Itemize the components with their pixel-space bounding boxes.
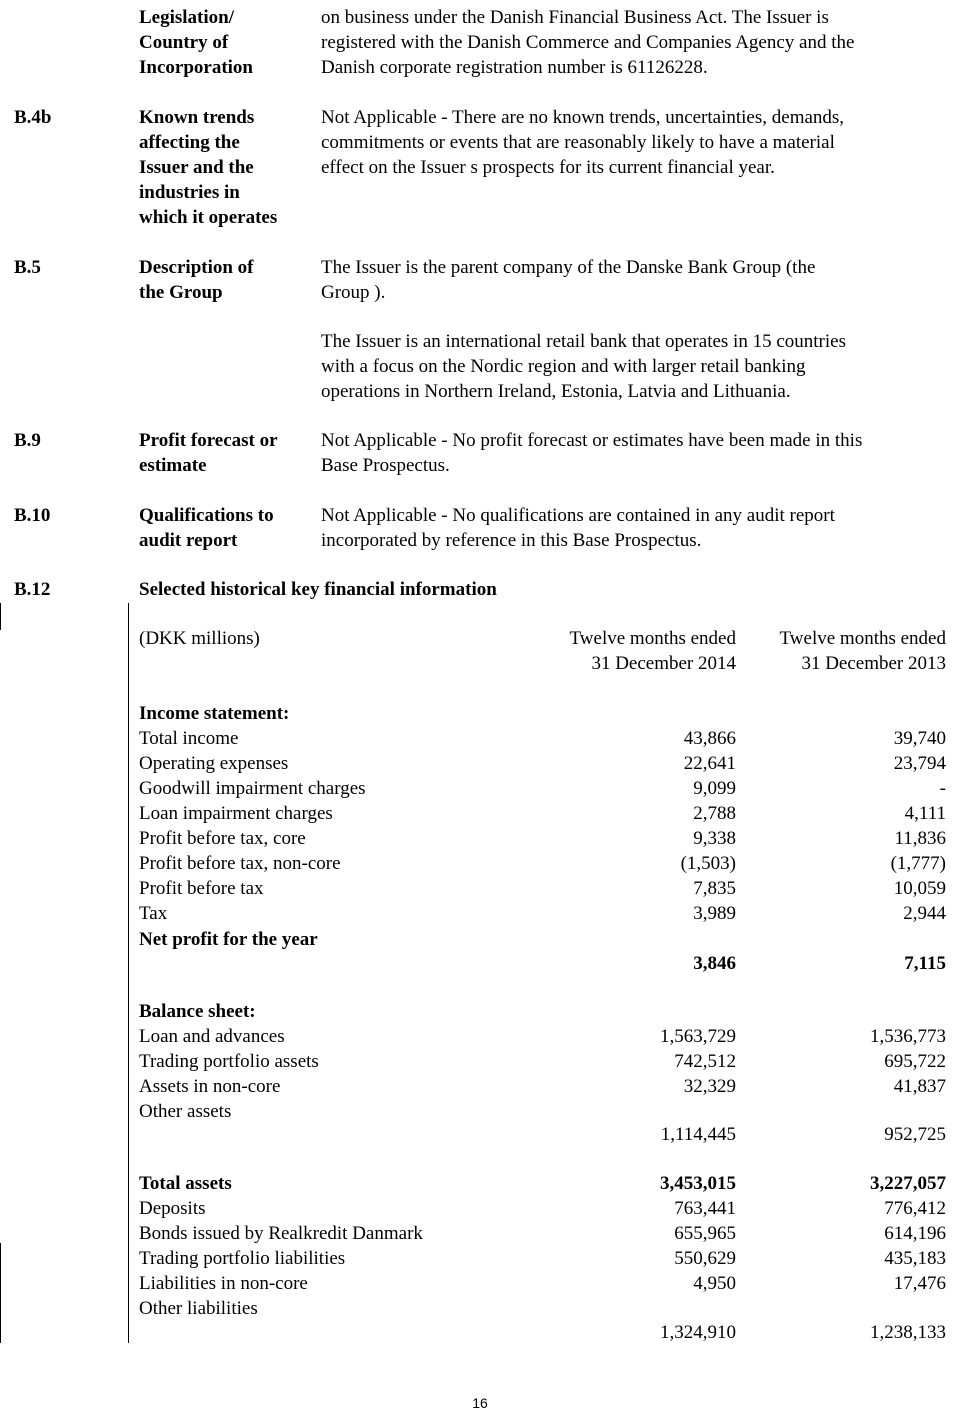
other-liabilities-label: Other liabilities — [139, 1298, 258, 1319]
value-2013: 2,944 — [903, 903, 946, 924]
section-text-legislation — [321, 5, 946, 80]
value-2014: 7,835 — [693, 878, 736, 899]
value-2014: 22,641 — [683, 753, 736, 774]
label-line: which it operates — [139, 207, 278, 228]
row-label: Operating expenses — [139, 753, 289, 774]
total-assets-label: Total assets — [139, 1173, 232, 1194]
text-line: The Issuer is the parent company of the Danske Bank Group (the — [321, 257, 816, 278]
section-code-b4b: B.4b — [14, 107, 52, 128]
value-2014: 1,563,729 — [660, 1026, 736, 1047]
section-label-profit-forecast — [139, 428, 278, 478]
text-line: Group ). — [321, 282, 386, 303]
other-liabilities-2014: 1,324,910 — [660, 1322, 736, 1343]
value-2013: (1,777) — [890, 853, 946, 874]
label-line: Issuer and the — [139, 157, 254, 178]
page-number: 16 — [472, 1395, 488, 1411]
other-assets-2014: 1,114,445 — [660, 1124, 736, 1145]
section-label-legislation — [139, 5, 253, 80]
column-header-2014 — [570, 626, 736, 676]
value-2013: 10,059 — [893, 878, 946, 899]
value-2014: 763,441 — [674, 1198, 736, 1219]
total-assets-2014: 3,453,015 — [660, 1173, 736, 1194]
row-label: Profit before tax, non-core — [139, 853, 341, 874]
text-line: incorporated by reference in this Base Prospectus. — [321, 530, 702, 551]
value-2013: 39,740 — [893, 728, 946, 749]
text-line: operations in Northern Ireland, Estonia, Latvia and Lithuania. — [321, 381, 791, 402]
label-line: Known trends — [139, 107, 255, 128]
value-2013: 41,837 — [893, 1076, 946, 1097]
section-code-b10: B.10 — [14, 505, 51, 526]
net-profit-2014: 3,846 — [693, 953, 736, 974]
header-line: Twelve months ended — [569, 628, 736, 649]
section-text-profit-forecast — [321, 428, 946, 478]
label-line: Profit forecast or — [139, 430, 278, 451]
section-label-qualifications — [139, 503, 274, 553]
value-2013: 11,836 — [894, 828, 946, 849]
section-code-b12: B.12 — [14, 579, 51, 600]
row-label: Profit before tax, core — [139, 828, 306, 849]
header-line: 31 December 2013 — [801, 653, 946, 674]
label-line: audit report — [139, 530, 238, 551]
value-2013: 695,722 — [884, 1051, 946, 1072]
value-2014: 4,950 — [693, 1273, 736, 1294]
financials-title: Selected historical key financial information — [139, 579, 497, 600]
text-line: Danish corporate registration number is 61126228. — [321, 57, 708, 78]
value-2014: 2,788 — [693, 803, 736, 824]
value-2013: 435,183 — [884, 1248, 946, 1269]
row-label: Trading portfolio assets — [139, 1051, 319, 1072]
text-line: Not Applicable - There are no known trends, uncertainties, demands, — [321, 107, 845, 128]
text-line: commitments or events that are reasonably likely to have a material — [321, 132, 835, 153]
header-line: Twelve months ended — [779, 628, 946, 649]
other-assets-label: Other assets — [139, 1101, 232, 1122]
value-2014: 32,329 — [683, 1076, 736, 1097]
value-2013: 1,536,773 — [870, 1026, 946, 1047]
label-line: Country of — [139, 32, 229, 53]
text-line: Not Applicable - No qualifications are contained in any audit report — [321, 505, 835, 526]
value-2013: 776,412 — [884, 1198, 946, 1219]
header-line: 31 December 2014 — [591, 653, 736, 674]
label-line: Description of — [139, 257, 254, 278]
row-label: Loan impairment charges — [139, 803, 333, 824]
text-line: Not Applicable - No profit forecast or estimates have been made in this — [321, 430, 863, 451]
label-line: affecting the — [139, 132, 240, 153]
row-label: Deposits — [139, 1198, 206, 1219]
row-label: Assets in non-core — [139, 1076, 281, 1097]
text-line: with a focus on the Nordic region and with larger retail banking — [321, 356, 806, 377]
value-2013: 614,196 — [884, 1223, 946, 1244]
column-divider-line — [128, 603, 129, 1343]
row-label: Loan and advances — [139, 1026, 285, 1047]
value-2013: - — [939, 778, 946, 799]
label-line: estimate — [139, 455, 207, 476]
value-2014: (1,503) — [680, 853, 736, 874]
unit-label: (DKK millions) — [139, 628, 260, 649]
value-2014: 655,965 — [674, 1223, 736, 1244]
row-label: Bonds issued by Realkredit Danmark — [139, 1223, 423, 1244]
row-label: Trading portfolio liabilities — [139, 1248, 346, 1269]
income-statement-heading: Income statement: — [139, 703, 290, 724]
section-text-qualifications — [321, 503, 946, 553]
balance-sheet-heading: Balance sheet: — [139, 1001, 256, 1022]
row-label: Tax — [139, 903, 168, 924]
section-text-known-trends — [321, 105, 946, 180]
column-header-2013 — [780, 626, 946, 676]
other-liabilities-2013: 1,238,133 — [870, 1322, 946, 1343]
label-line: Incorporation — [139, 57, 253, 78]
value-2014: 43,866 — [683, 728, 736, 749]
value-2014: 550,629 — [674, 1248, 736, 1269]
label-line: Legislation/ — [139, 7, 235, 28]
section-code-b5: B.5 — [14, 257, 41, 278]
text-line: registered with the Danish Commerce and Companies Agency and the — [321, 32, 855, 53]
text-line: Base Prospectus. — [321, 455, 450, 476]
total-assets-2013: 3,227,057 — [870, 1173, 946, 1194]
label-line: Qualifications to — [139, 505, 274, 526]
value-2013: 4,111 — [904, 803, 946, 824]
text-line: effect on the Issuer s prospects for its current financial year. — [321, 157, 775, 178]
value-2014: 9,099 — [693, 778, 736, 799]
value-2014: 742,512 — [674, 1051, 736, 1072]
section-label-group — [139, 255, 254, 305]
value-2013: 17,476 — [893, 1273, 946, 1294]
row-label: Profit before tax — [139, 878, 264, 899]
value-2014: 9,338 — [693, 828, 736, 849]
left-border-line-lower — [0, 1243, 1, 1343]
section-text-group-2 — [321, 329, 946, 404]
row-label: Goodwill impairment charges — [139, 778, 366, 799]
net-profit-label: Net profit for the year — [139, 929, 318, 950]
section-code-b9: B.9 — [14, 430, 41, 451]
label-line: industries in — [139, 182, 240, 203]
section-label-known-trends — [139, 105, 277, 230]
value-2014: 3,989 — [693, 903, 736, 924]
label-line: the Group — [139, 282, 223, 303]
row-label: Liabilities in non-core — [139, 1273, 308, 1294]
net-profit-2013: 7,115 — [904, 953, 946, 974]
value-2013: 23,794 — [893, 753, 946, 774]
text-line: on business under the Danish Financial Business Act. The Issuer is — [321, 7, 829, 28]
text-line: The Issuer is an international retail bank that operates in 15 countries — [321, 331, 846, 352]
row-label: Total income — [139, 728, 239, 749]
left-border-line — [0, 603, 1, 630]
section-text-group — [321, 255, 946, 305]
other-assets-2013: 952,725 — [884, 1124, 946, 1145]
